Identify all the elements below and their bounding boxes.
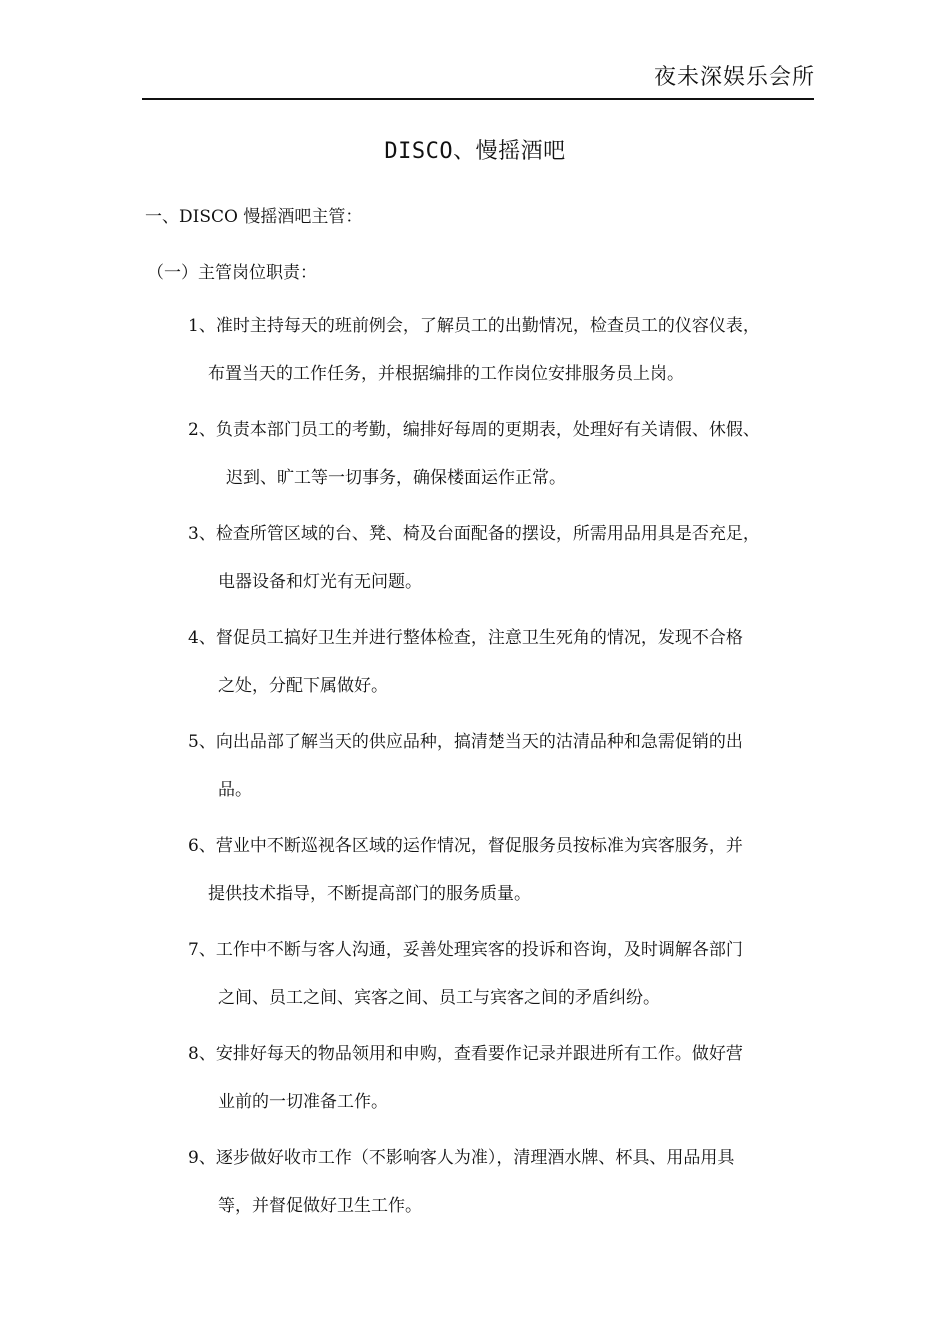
duty-line-first: 5、向出品部了解当天的供应品种，搞清楚当天的沽清品种和急需促销的出 [188,732,743,752]
duty-line-first: 3、检查所管区域的台、凳、椅及台面配备的摆设，所需用品用具是否充足， [188,524,760,544]
list-item [188,314,808,386]
duty-line-continuation: 等，并督促做好卫生工作。 [218,1196,422,1216]
list-item [188,730,808,802]
duty-line-continuation: 电器设备和灯光有无问题。 [218,572,422,592]
duty-line-first: 6、营业中不断巡视各区域的运作情况，督促服务员按标准为宾客服务，并 [188,836,743,856]
duty-line-continuation: 迟到、旷工等一切事务，确保楼面运作正常。 [226,468,566,488]
document-title: DISCO、慢摇酒吧 [384,139,566,164]
duty-line-first: 8、安排好每天的物品领用和申购，查看要作记录并跟进所有工作。做好营 [188,1044,743,1064]
duty-line-continuation: 品。 [218,780,252,800]
section-heading: 一、DISCO 慢摇酒吧主管： [145,207,363,227]
duty-line-first: 9、逐步做好收市工作（不影响客人为准），清理酒水牌、杯具、用品用具 [188,1148,735,1168]
duty-line-continuation: 业前的一切准备工作。 [218,1092,388,1112]
list-item [188,938,808,1010]
duty-line-continuation: 提供技术指导，不断提高部门的服务质量。 [208,884,531,904]
list-item [188,1146,808,1218]
duty-line-continuation: 之处，分配下属做好。 [218,676,388,696]
header-title: 夜未深娱乐会所 [653,65,815,90]
list-item [188,418,808,490]
duty-line-first: 2、负责本部门员工的考勤，编排好每周的更期表，处理好有关请假、休假、 [188,420,760,440]
duty-line-continuation: 布置当天的工作任务，并根据编排的工作岗位安排服务员上岗。 [208,364,684,384]
duty-line-first: 4、督促员工搞好卫生并进行整体检查，注意卫生死角的情况，发现不合格 [188,628,743,648]
list-item [188,1042,808,1114]
list-item [188,522,808,594]
duty-line-first: 7、工作中不断与客人沟通，妥善处理宾客的投诉和咨询，及时调解各部门 [188,940,743,960]
list-item [188,834,808,906]
duty-line-first: 1、准时主持每天的班前例会，了解员工的出勤情况，检查员工的仪容仪表， [188,316,760,336]
duty-line-continuation: 之间、员工之间、宾客之间、员工与宾客之间的矛盾纠纷。 [218,988,660,1008]
list-item [188,626,808,698]
subsection-heading: （一）主管岗位职责： [147,263,317,283]
